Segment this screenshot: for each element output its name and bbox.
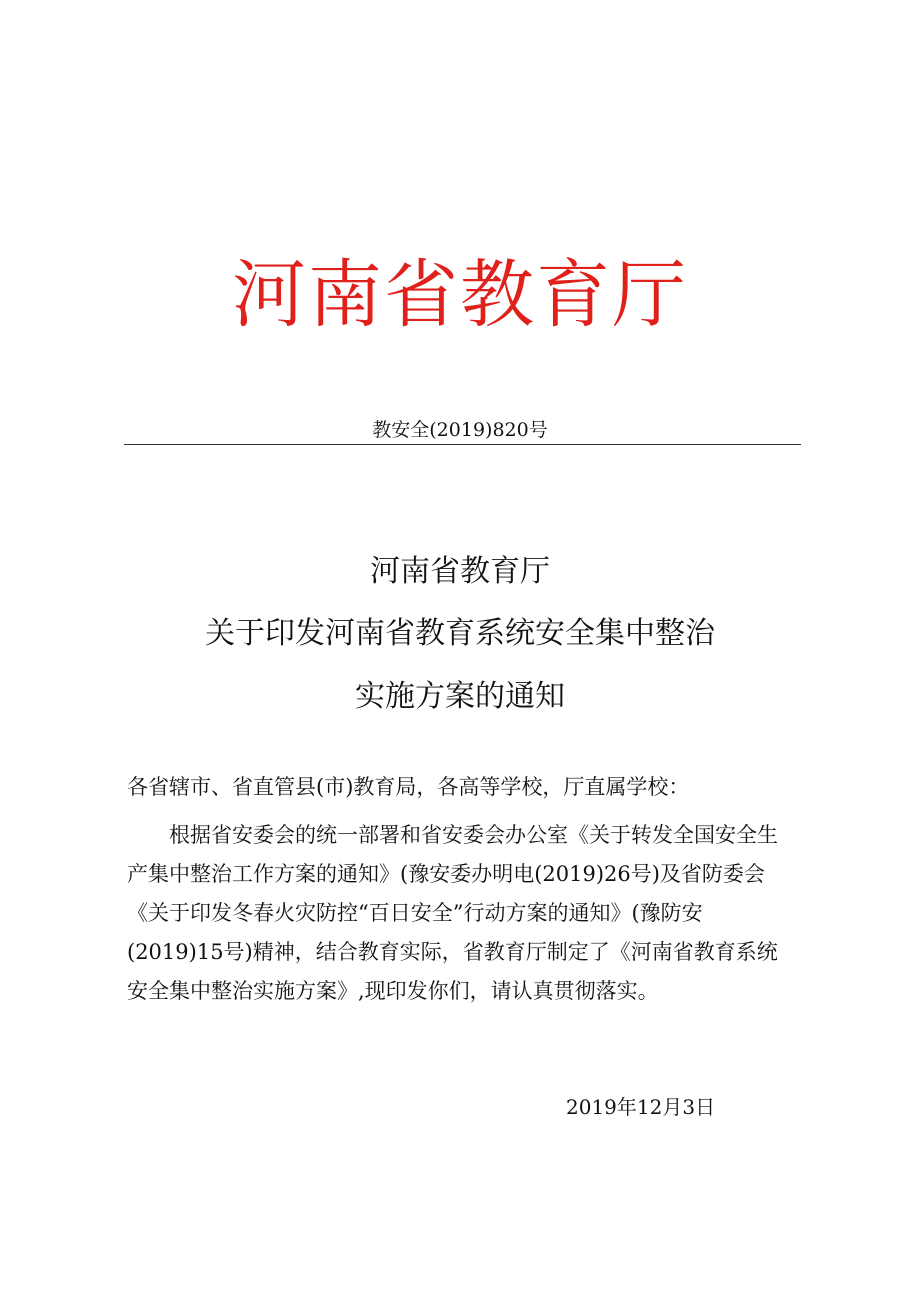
body-line: 产集中整治工作方案的通知》(豫安委办明电(2019)26号)及省防委会	[127, 862, 765, 886]
body-line: (2019)15号)精神，结合教育实际，省教育厅制定了《河南省教育系统	[127, 940, 778, 964]
document-title-line-2: 关于印发河南省教育系统安全集中整治	[205, 616, 715, 651]
body-paragraph	[127, 816, 805, 1011]
issue-date: 2019年12月3日	[566, 1095, 716, 1119]
document-title-line-1: 河南省教育厅	[370, 554, 550, 589]
salutation: 各省辖市、省直管县(市)教育局，各高等学校，厅直属学校：	[127, 775, 690, 799]
body-line: 安全集中整治实施方案》,现印发你们，请认真贯彻落实。	[127, 979, 659, 1003]
document-title-line-3: 实施方案的通知	[355, 679, 565, 714]
header-divider	[124, 444, 801, 445]
body-line: 根据省安委会的统一部署和省安委会办公室《关于转发全国安全生	[169, 823, 778, 847]
masthead-title: 河南省教育厅	[232, 252, 688, 338]
body-line: 《关于印发冬春火灾防控“百日安全”行动方案的通知》(豫防安	[127, 901, 703, 925]
document-number: 教安全(2019)820号	[372, 419, 548, 441]
